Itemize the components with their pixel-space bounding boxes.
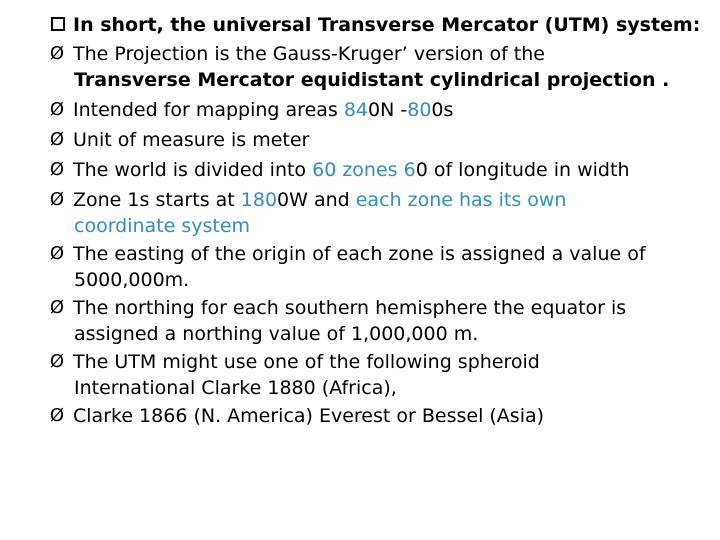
bullet-text: The northing for each southern hemisphere the equator is bbox=[73, 297, 627, 319]
text-segment: Intended for mapping areas bbox=[73, 99, 344, 121]
highlight-text: 80 bbox=[407, 99, 432, 121]
text-segment: 0W and bbox=[277, 189, 356, 211]
arrow-bullet-icon: Ø bbox=[49, 43, 65, 64]
arrow-bullet-icon: Ø bbox=[49, 297, 65, 318]
highlight-text: 180 bbox=[240, 189, 278, 211]
text-segment: 0s bbox=[431, 99, 454, 121]
bullet-text: The Projection is the Gauss-Kruger’ version of the bbox=[73, 43, 545, 65]
highlight-text: coordinate system bbox=[74, 215, 251, 237]
bullet-text: Clarke 1866 (N. America) Everest or Bessel (Asia) bbox=[73, 405, 545, 427]
bullet-text bbox=[73, 187, 566, 213]
text-segment: The world is divided into bbox=[73, 159, 313, 181]
text-segment: 0N - bbox=[368, 99, 408, 121]
arrow-bullet-icon: Ø bbox=[49, 189, 65, 210]
highlight-text: 84 bbox=[343, 99, 369, 121]
arrow-bullet-icon: Ø bbox=[49, 159, 65, 180]
arrow-bullet-icon: Ø bbox=[49, 129, 65, 150]
arrow-bullet-icon: Ø bbox=[49, 243, 65, 264]
arrow-bullet-icon: Ø bbox=[49, 405, 65, 426]
text-segment: 0 of longitude in width bbox=[415, 159, 630, 181]
highlight-text: each zone has its own bbox=[355, 189, 567, 211]
text-segment: Zone 1s starts at bbox=[73, 189, 241, 211]
bullet-text bbox=[73, 97, 453, 123]
highlight-text: 6 bbox=[403, 159, 416, 181]
bullet-text-continued: International Clarke 1880 (Africa), bbox=[74, 377, 397, 399]
heading-text: In short, the universal Transverse Mercator (UTM) system: bbox=[73, 14, 701, 36]
bullet-text-continued: 5000,000m. bbox=[74, 269, 190, 291]
square-bullet-icon bbox=[51, 17, 65, 31]
arrow-bullet-icon: Ø bbox=[49, 351, 65, 372]
bullet-text-continued: Transverse Mercator equidistant cylindrical projection . bbox=[74, 69, 670, 91]
bullet-text bbox=[73, 157, 629, 183]
bullet-text: Unit of measure is meter bbox=[73, 129, 310, 151]
bullet-text: The UTM might use one of the following spheroid bbox=[73, 351, 540, 373]
bullet-text-continued: assigned a northing value of 1,000,000 m. bbox=[74, 323, 479, 345]
highlight-text: 60 zones bbox=[312, 159, 398, 181]
arrow-bullet-icon: Ø bbox=[49, 99, 65, 120]
bullet-text: The easting of the origin of each zone is assigned a value of bbox=[73, 243, 646, 265]
